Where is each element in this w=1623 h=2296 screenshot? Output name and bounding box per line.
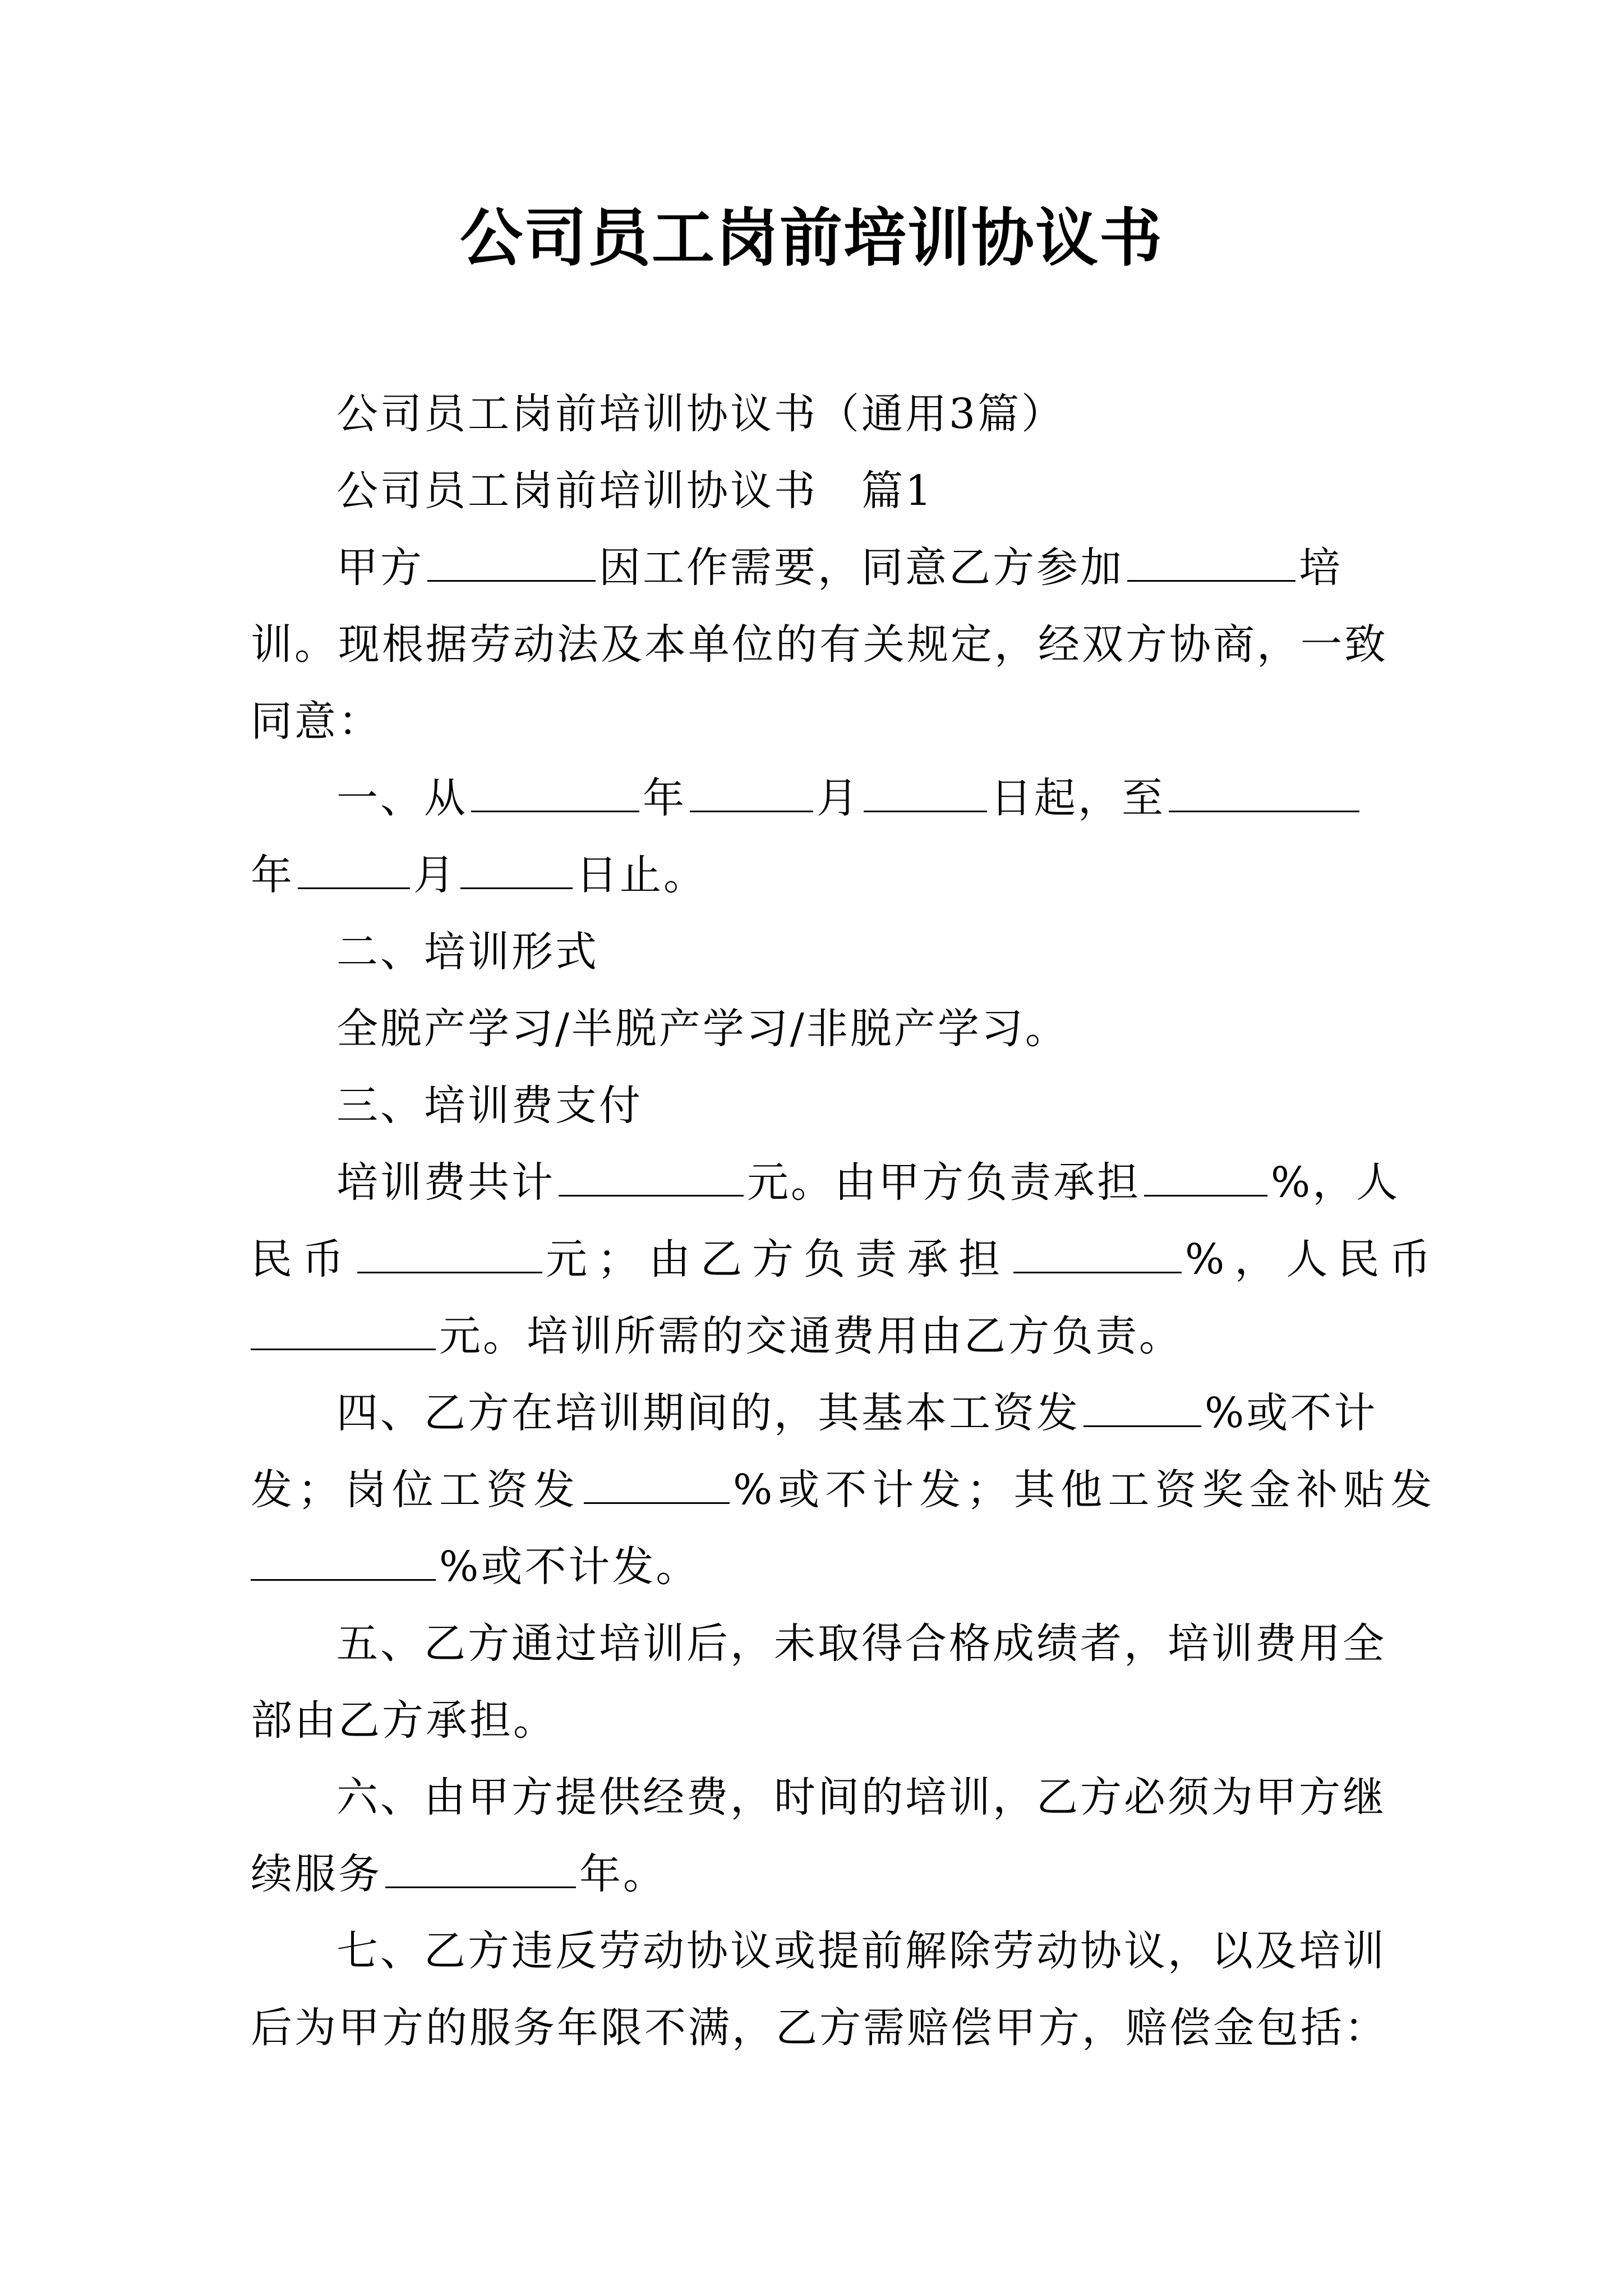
text-segment: 续服务 bbox=[251, 1850, 382, 1898]
blank-underline bbox=[1169, 771, 1359, 812]
text-segment: 培训费共计 bbox=[336, 1158, 555, 1207]
clause-5-line-2: 部由乙方承担。 bbox=[251, 1696, 557, 1745]
part-heading: 公司员工岗前培训协议书 篇1 bbox=[336, 467, 934, 515]
blank-underline bbox=[690, 771, 813, 812]
text-segment: 年 bbox=[251, 851, 294, 899]
text-segment: 甲方 bbox=[336, 544, 424, 592]
blank-underline bbox=[1083, 1386, 1201, 1427]
text-segment: 日起，至 bbox=[990, 774, 1165, 822]
blank-underline bbox=[298, 848, 410, 889]
text-segment: 年 bbox=[643, 774, 686, 822]
blank-underline bbox=[559, 1156, 744, 1197]
clause-3-heading: 三、培训费支付 bbox=[336, 1082, 643, 1130]
clause-6-line-1: 六、由甲方提供经费，时间的培训，乙方必须为甲方继 bbox=[336, 1773, 1386, 1821]
clause-4-line-2 bbox=[251, 1462, 1437, 1518]
paragraph-1-line-2: 训。现根据劳动法及本单位的有关规定，经双方协商，一致 bbox=[251, 620, 1388, 669]
text-segment: 月 bbox=[817, 774, 860, 822]
clause-1-line-1 bbox=[336, 770, 1363, 826]
text-segment: 四、乙方在培训期间的，其基本工资发 bbox=[336, 1389, 1080, 1437]
text-segment: %或不计发；其他工资奖金补贴发 bbox=[733, 1466, 1438, 1514]
blank-underline bbox=[864, 771, 987, 812]
blank-underline bbox=[251, 1540, 436, 1581]
blank-underline bbox=[427, 541, 596, 582]
blank-underline bbox=[1013, 1232, 1182, 1273]
document-title: 公司员工岗前培训协议书 bbox=[460, 201, 1163, 275]
clause-5-line-1: 五、乙方通过培训后，未取得合格成绩者，培训费用全 bbox=[336, 1619, 1386, 1668]
text-segment: 元。培训所需的交通费用由乙方负责。 bbox=[439, 1312, 1183, 1360]
text-segment: 元。由甲方负责承担 bbox=[747, 1158, 1141, 1207]
clause-4-line-3 bbox=[251, 1539, 699, 1595]
clause-6-line-2 bbox=[251, 1846, 667, 1902]
text-segment: %或不计发。 bbox=[439, 1543, 700, 1591]
text-segment: 日止。 bbox=[576, 851, 707, 899]
text-segment: 培 bbox=[1299, 544, 1343, 592]
clause-2-body: 全脱产学习/半脱产学习/非脱产学习。 bbox=[336, 1005, 1069, 1053]
text-segment: 元；由乙方负责承担 bbox=[546, 1235, 1010, 1283]
clause-7-line-1: 七、乙方违反劳动协议或提前解除劳动协议，以及培训 bbox=[336, 1927, 1386, 1975]
blank-underline bbox=[1127, 541, 1295, 582]
text-segment: %或不计 bbox=[1205, 1389, 1378, 1437]
text-segment: %，人民币 bbox=[1185, 1235, 1441, 1283]
blank-underline bbox=[460, 848, 573, 889]
blank-underline bbox=[357, 1232, 542, 1273]
blank-underline bbox=[1144, 1156, 1267, 1197]
text-segment: 民币 bbox=[251, 1235, 354, 1283]
paragraph-1-line-1 bbox=[336, 540, 1343, 596]
text-segment: 年。 bbox=[579, 1850, 667, 1898]
blank-underline bbox=[251, 1309, 436, 1350]
paragraph-1-line-3: 同意： bbox=[251, 697, 382, 746]
text-segment: 因工作需要，同意乙方参加 bbox=[599, 544, 1124, 592]
blank-underline bbox=[385, 1847, 576, 1888]
clause-7-line-2: 后为甲方的服务年限不满，乙方需赔偿甲方，赔偿金包括： bbox=[251, 2004, 1388, 2052]
text-segment: 发；岗位工资发 bbox=[251, 1466, 580, 1514]
clause-4-line-1 bbox=[336, 1385, 1377, 1441]
blank-underline bbox=[584, 1463, 730, 1504]
subtitle-line: 公司员工岗前培训协议书（通用3篇） bbox=[336, 390, 1066, 438]
clause-1-line-2 bbox=[251, 847, 707, 903]
text-segment: 一、从 bbox=[336, 774, 468, 822]
clause-2-heading: 二、培训形式 bbox=[336, 928, 599, 976]
text-segment: %，人 bbox=[1271, 1158, 1400, 1207]
blank-underline bbox=[471, 771, 639, 812]
clause-3-line-2 bbox=[251, 1231, 1441, 1287]
clause-3-line-3 bbox=[251, 1308, 1183, 1364]
text-segment: 月 bbox=[413, 851, 457, 899]
clause-3-line-1 bbox=[336, 1154, 1400, 1211]
